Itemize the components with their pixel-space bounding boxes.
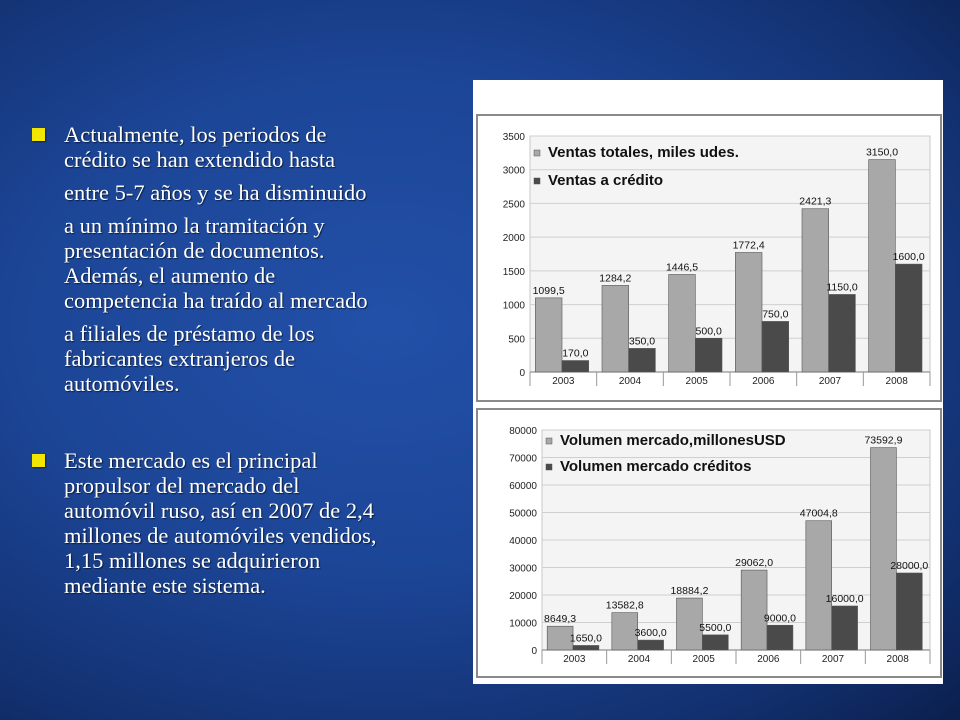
- data-label: 1150,0: [826, 281, 858, 294]
- bar-total: [871, 448, 897, 650]
- paragraph-1: [28, 122, 448, 396]
- bar-credit: [832, 606, 858, 650]
- y-tick-label: 500: [508, 334, 525, 346]
- legend-label: Ventas a crédito: [548, 172, 664, 189]
- bar-credit: [702, 635, 728, 650]
- legend-label: Ventas totales, miles udes.: [548, 144, 739, 161]
- square-bullet-icon: [32, 454, 45, 467]
- bar-total: [802, 209, 829, 372]
- bar-total: [869, 160, 896, 372]
- y-tick-label: 60000: [509, 481, 537, 492]
- y-tick-label: 3500: [502, 132, 525, 143]
- data-label: 47004,8: [799, 507, 838, 520]
- paragraph-1-line: competencia ha traído al mercado: [64, 288, 368, 313]
- data-label: 500,0: [695, 325, 722, 338]
- data-label: 1650,0: [569, 632, 603, 645]
- bar-total: [669, 274, 696, 372]
- data-label: 350,0: [628, 335, 656, 348]
- bar-total: [602, 285, 629, 372]
- x-tick-label: 2007: [821, 654, 845, 665]
- paragraph-1-line: a filiales de préstamo de los: [64, 321, 315, 346]
- data-label: 8649,3: [544, 613, 577, 626]
- data-label: 3150,0: [865, 146, 899, 159]
- data-label: 16000,0: [825, 593, 864, 605]
- data-label: 28000,0: [890, 560, 929, 572]
- square-bullet-icon: [32, 128, 45, 141]
- paragraph-1-line: crédito se han extendido hasta: [64, 147, 336, 172]
- legend-swatch: [534, 150, 540, 156]
- y-tick-label: 2000: [502, 233, 525, 245]
- data-label: 18884,2: [670, 585, 709, 598]
- x-tick-label: 2003: [563, 654, 586, 665]
- data-label: 3600,0: [634, 627, 667, 640]
- paragraph-2-line: propulsor del mercado del: [64, 473, 300, 498]
- bar-total: [806, 521, 832, 650]
- y-tick-label: 70000: [509, 453, 537, 465]
- x-tick-label: 2006: [757, 654, 780, 665]
- y-tick-label: 1500: [502, 266, 525, 278]
- bar-credit: [896, 573, 922, 650]
- bar-credit: [762, 321, 789, 372]
- legend-swatch: [534, 178, 540, 184]
- bar-credit: [829, 294, 856, 372]
- bar-credit: [629, 348, 656, 372]
- text-column: [28, 122, 448, 598]
- legend-swatch: [546, 438, 552, 444]
- data-label: 1772,4: [732, 239, 765, 252]
- bar-total: [741, 570, 767, 650]
- y-tick-label: 0: [519, 368, 525, 379]
- data-label: 13582,8: [605, 599, 644, 612]
- x-tick-label: 2003: [552, 376, 575, 387]
- legend-swatch: [546, 464, 552, 470]
- chart-market-box: [476, 408, 942, 678]
- bar-credit: [767, 625, 793, 650]
- y-tick-label: 20000: [509, 591, 537, 602]
- paragraph-1-line: presentación de documentos.: [64, 238, 325, 263]
- paragraph-2-line: millones de automóviles vendidos,: [64, 523, 377, 548]
- bar-credit: [695, 338, 722, 372]
- bar-credit: [895, 264, 922, 372]
- y-tick-label: 3000: [502, 165, 525, 177]
- x-tick-label: 2008: [886, 654, 909, 665]
- y-tick-label: 50000: [509, 508, 537, 520]
- chart-sales: [478, 116, 940, 400]
- y-tick-label: 10000: [509, 618, 537, 630]
- data-label: 5500,0: [699, 621, 732, 634]
- y-tick-label: 0: [531, 646, 537, 657]
- x-tick-label: 2008: [885, 376, 908, 387]
- bar-total: [735, 252, 762, 372]
- legend-label: Volumen mercado créditos: [560, 458, 752, 475]
- x-tick-label: 2005: [685, 376, 708, 387]
- x-tick-label: 2005: [692, 654, 715, 665]
- paragraph-1-line: a un mínimo la tramitación y: [64, 213, 325, 238]
- paragraph-2-line: mediante este sistema.: [64, 573, 266, 598]
- data-label: 1600,0: [892, 251, 925, 264]
- chart-market: [478, 410, 940, 676]
- paragraph-2: [28, 448, 448, 598]
- data-label: 170,0: [562, 347, 589, 360]
- data-label: 29062,0: [735, 557, 774, 570]
- charts-panel: [473, 80, 943, 684]
- x-tick-label: 2004: [618, 376, 642, 387]
- y-tick-label: 80000: [509, 426, 537, 437]
- y-tick-label: 2500: [502, 199, 525, 211]
- data-label: 9000,0: [763, 612, 797, 625]
- paragraph-1-line: Actualmente, los periodos de: [64, 122, 327, 147]
- paragraph-2-line: 1,15 millones se adquirieron: [64, 548, 321, 573]
- bar-credit: [638, 640, 664, 650]
- data-label: 1446,5: [665, 261, 699, 274]
- paragraph-2-line: automóvil ruso, así en 2007 de 2,4: [64, 498, 374, 523]
- paragraph-1-line: automóviles.: [64, 371, 180, 396]
- x-tick-label: 2006: [752, 376, 775, 387]
- data-label: 1284,2: [599, 272, 632, 285]
- chart-sales-box: [476, 114, 942, 402]
- paragraph-1-line: fabricantes extranjeros de: [64, 346, 296, 371]
- legend-label: Volumen mercado,millonesUSD: [560, 432, 786, 449]
- data-label: 1099,5: [532, 284, 565, 297]
- y-tick-label: 30000: [509, 563, 537, 575]
- x-tick-label: 2004: [627, 654, 651, 665]
- paragraph-1-line: Además, el aumento de: [64, 263, 276, 288]
- data-label: 73592,9: [864, 434, 903, 447]
- bar-credit: [573, 645, 599, 650]
- bar-credit: [562, 361, 589, 372]
- x-tick-label: 2007: [818, 376, 842, 387]
- y-tick-label: 1000: [502, 300, 525, 312]
- paragraph-1-line: entre 5-7 años y se ha disminuido: [64, 180, 367, 205]
- y-tick-label: 40000: [509, 536, 537, 547]
- data-label: 2421,3: [799, 195, 832, 208]
- paragraph-2-line: Este mercado es el principal: [64, 448, 318, 473]
- data-label: 750,0: [762, 308, 789, 321]
- bar-total: [535, 298, 562, 372]
